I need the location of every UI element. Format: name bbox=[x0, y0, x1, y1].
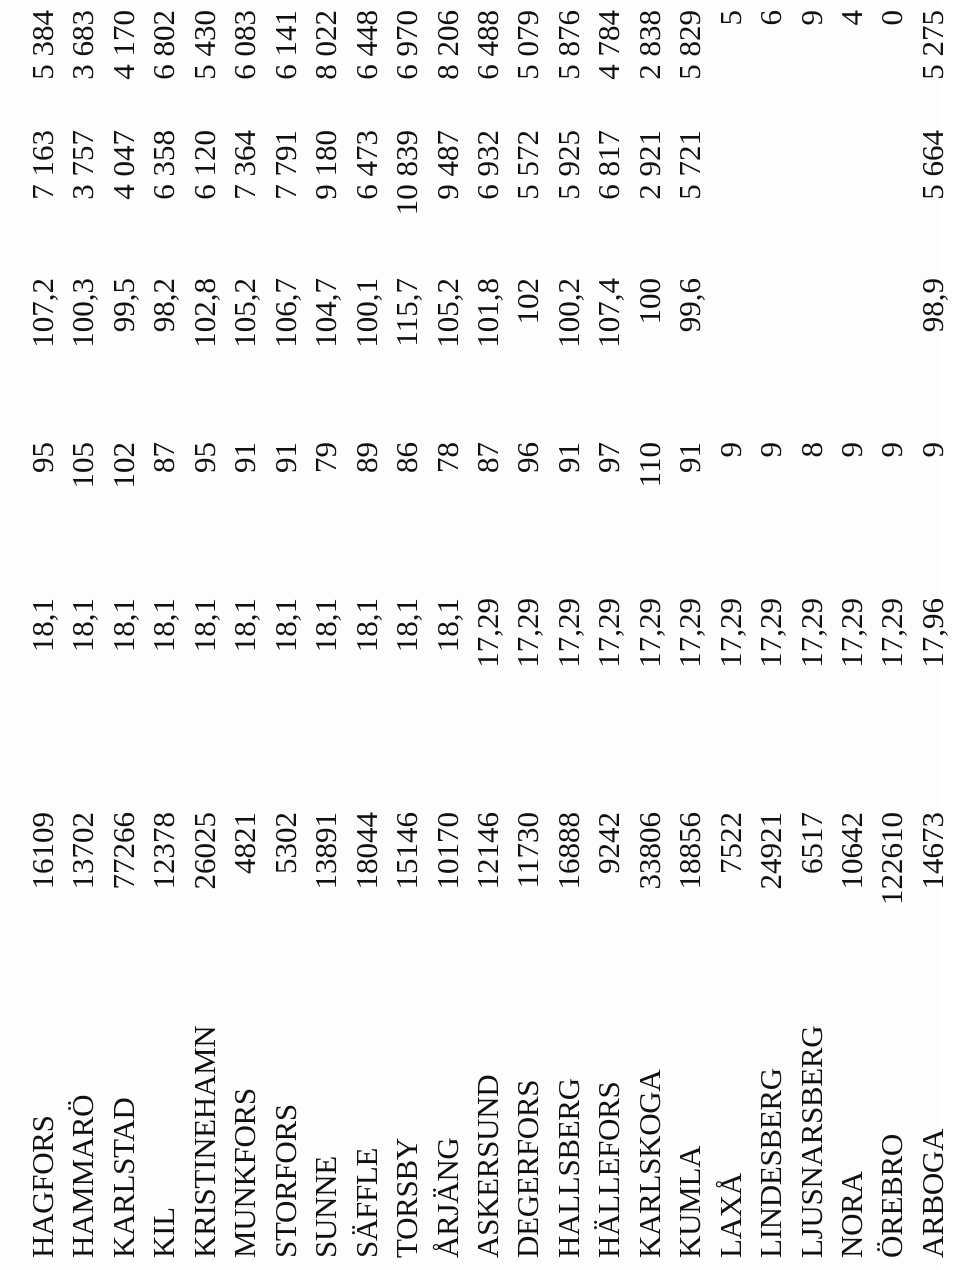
tax-rate-value: 17,29 bbox=[550, 598, 586, 668]
population-value: 7522 bbox=[712, 812, 748, 874]
amount-a-value: 2 921 bbox=[631, 130, 667, 200]
index-value: 91 bbox=[550, 442, 586, 473]
amount-b-value: 5 275 bbox=[914, 10, 950, 80]
table-row bbox=[266, 0, 306, 1270]
municipality-name: ÅRJÄNG bbox=[429, 1137, 465, 1258]
amount-a-value: 6 358 bbox=[146, 130, 182, 200]
percent-value: 99,6 bbox=[672, 278, 708, 333]
amount-b-value: 5 430 bbox=[186, 10, 222, 80]
amount-a-value: 5 925 bbox=[550, 130, 586, 200]
amount-b-value: 3 683 bbox=[65, 10, 101, 80]
amount-a-value: 7 791 bbox=[267, 130, 303, 200]
index-value: 95 bbox=[25, 442, 60, 473]
table-row bbox=[63, 0, 103, 1270]
percent-value: 107,4 bbox=[591, 278, 627, 348]
amount-a-value: 3 757 bbox=[65, 130, 101, 200]
table-row bbox=[428, 0, 468, 1270]
amount-b-value: 5 829 bbox=[672, 10, 708, 80]
amount-b-value: 5 079 bbox=[510, 10, 546, 80]
population-value: 11730 bbox=[510, 812, 546, 889]
amount-a-value bbox=[751, 130, 791, 230]
table-row bbox=[104, 0, 144, 1270]
table-row bbox=[347, 0, 387, 1270]
index-value: 8 bbox=[793, 442, 829, 458]
table-row bbox=[872, 0, 912, 1270]
amount-b-value: 4 784 bbox=[591, 10, 627, 80]
amount-b-value: 4 bbox=[834, 10, 869, 26]
population-value: 14673 bbox=[914, 812, 950, 890]
population-value: 13891 bbox=[308, 812, 344, 890]
percent-value: 105,2 bbox=[227, 278, 263, 348]
amount-a-value: 7 163 bbox=[25, 130, 60, 200]
population-value: 24921 bbox=[753, 812, 789, 890]
percent-value: 100,1 bbox=[348, 278, 384, 348]
population-value: 13702 bbox=[65, 812, 101, 890]
population-value: 122610 bbox=[874, 812, 910, 905]
population-value: 10642 bbox=[834, 812, 869, 890]
table-row bbox=[670, 0, 710, 1270]
percent-value bbox=[832, 278, 872, 430]
amount-a-value: 5 572 bbox=[510, 130, 546, 200]
percent-value: 115,7 bbox=[389, 278, 425, 347]
tax-rate-value: 17,96 bbox=[914, 598, 950, 668]
tax-rate-value: 18,1 bbox=[429, 598, 465, 653]
index-value: 86 bbox=[389, 442, 425, 473]
population-value: 18044 bbox=[348, 812, 384, 890]
index-value: 87 bbox=[146, 442, 182, 473]
municipality-name: HAMMARÖ bbox=[65, 1094, 101, 1258]
index-value: 91 bbox=[672, 442, 708, 473]
index-value: 9 bbox=[753, 442, 789, 458]
table-row bbox=[792, 0, 832, 1270]
amount-a-value bbox=[711, 130, 751, 230]
table-row bbox=[913, 0, 953, 1270]
municipality-name: HÄLLEFORS bbox=[591, 1081, 627, 1258]
amount-a-value bbox=[872, 130, 912, 230]
population-value: 26025 bbox=[186, 812, 222, 890]
tax-rate-value: 18,1 bbox=[308, 598, 344, 653]
municipality-name: STORFORS bbox=[267, 1104, 303, 1258]
population-value: 4821 bbox=[227, 812, 263, 874]
tax-rate-value: 17,29 bbox=[631, 598, 667, 668]
municipality-name: KARLSTAD bbox=[105, 1097, 141, 1258]
tax-rate-value: 18,1 bbox=[105, 598, 141, 653]
amount-b-value: 2 838 bbox=[631, 10, 667, 80]
table-row bbox=[306, 0, 346, 1270]
amount-a-value: 5 721 bbox=[672, 130, 708, 200]
population-value: 6517 bbox=[793, 812, 829, 874]
tax-rate-value: 17,29 bbox=[834, 598, 869, 668]
amount-a-value: 10 839 bbox=[389, 130, 425, 216]
percent-value: 106,7 bbox=[267, 278, 303, 348]
amount-a-value: 6 932 bbox=[469, 130, 505, 200]
percent-value: 101,8 bbox=[469, 278, 505, 348]
population-value: 33806 bbox=[631, 812, 667, 890]
index-value: 97 bbox=[591, 442, 627, 473]
population-value: 16109 bbox=[25, 812, 60, 890]
tax-rate-value: 17,29 bbox=[469, 598, 505, 668]
tax-rate-value: 18,1 bbox=[146, 598, 182, 653]
percent-value: 102,8 bbox=[186, 278, 222, 348]
municipality-name: KRISTINEHAMN bbox=[186, 1025, 222, 1258]
population-value: 15146 bbox=[389, 812, 425, 890]
table-row bbox=[832, 0, 872, 1270]
percent-value: 100,3 bbox=[65, 278, 101, 348]
index-value: 102 bbox=[105, 442, 141, 489]
index-value: 91 bbox=[227, 442, 263, 473]
amount-a-value bbox=[832, 130, 872, 230]
municipality-name: MUNKFORS bbox=[227, 1088, 263, 1258]
amount-a-value bbox=[792, 130, 832, 230]
tax-rate-value: 18,1 bbox=[389, 598, 425, 653]
amount-b-value: 6 141 bbox=[267, 10, 303, 80]
amount-b-value: 8 022 bbox=[308, 10, 344, 80]
percent-value bbox=[751, 278, 791, 430]
amount-a-value: 9 180 bbox=[308, 130, 344, 200]
percent-value: 102 bbox=[510, 278, 546, 325]
municipality-name: SUNNE bbox=[308, 1156, 344, 1258]
amount-b-value: 9 bbox=[793, 10, 829, 26]
table-row bbox=[711, 0, 751, 1270]
municipality-name: LJUSNARSBERG bbox=[793, 1025, 829, 1258]
amount-b-value: 6 bbox=[753, 10, 789, 26]
percent-value bbox=[792, 278, 832, 430]
tax-rate-value: 18,1 bbox=[186, 598, 222, 653]
index-value: 87 bbox=[469, 442, 505, 473]
table-row bbox=[549, 0, 589, 1270]
tax-rate-value: 17,29 bbox=[753, 598, 789, 668]
tax-rate-value: 18,1 bbox=[227, 598, 263, 653]
municipality-name: ASKERSUND bbox=[469, 1074, 505, 1258]
percent-value: 100 bbox=[631, 278, 667, 325]
municipality-name: HAGFORS bbox=[25, 1115, 60, 1258]
table-row bbox=[468, 0, 508, 1270]
tax-rate-value: 18,1 bbox=[25, 598, 60, 653]
table-row bbox=[630, 0, 670, 1270]
amount-b-value: 4 170 bbox=[105, 10, 141, 80]
municipality-name: KARLSKOGA bbox=[631, 1069, 667, 1258]
population-value: 18856 bbox=[672, 812, 708, 890]
amount-b-value: 6 083 bbox=[227, 10, 263, 80]
population-value: 12146 bbox=[469, 812, 505, 890]
population-value: 12378 bbox=[146, 812, 182, 890]
percent-value bbox=[872, 278, 912, 430]
index-value: 79 bbox=[308, 442, 344, 473]
index-value: 95 bbox=[186, 442, 222, 473]
tax-rate-value: 17,29 bbox=[712, 598, 748, 668]
municipality-name: SÄFFLE bbox=[348, 1147, 384, 1258]
table-row bbox=[185, 0, 225, 1270]
index-value: 9 bbox=[712, 442, 748, 458]
table-row bbox=[751, 0, 791, 1270]
percent-value: 100,2 bbox=[550, 278, 586, 348]
tax-rate-value: 17,29 bbox=[793, 598, 829, 668]
municipality-name: KIL bbox=[146, 1207, 182, 1258]
municipality-name: HALLSBERG bbox=[550, 1078, 586, 1258]
amount-a-value: 7 364 bbox=[227, 130, 263, 200]
amount-b-value: 5 876 bbox=[550, 10, 586, 80]
population-value: 16888 bbox=[550, 812, 586, 890]
municipality-name: NORA bbox=[834, 1171, 869, 1258]
amount-b-value: 8 206 bbox=[429, 10, 465, 80]
table-row bbox=[23, 0, 63, 1270]
amount-b-value: 0 bbox=[874, 10, 910, 26]
table-row bbox=[144, 0, 184, 1270]
municipality-name: ÖREBRO bbox=[874, 1134, 910, 1258]
index-value: 9 bbox=[914, 442, 950, 458]
tax-rate-value: 17,29 bbox=[874, 598, 910, 668]
amount-b-value: 6 448 bbox=[348, 10, 384, 80]
municipality-name: KUMLA bbox=[672, 1145, 708, 1258]
population-value: 9242 bbox=[591, 812, 627, 874]
population-value: 10170 bbox=[429, 812, 465, 890]
tax-rate-value: 18,1 bbox=[267, 598, 303, 653]
municipality-name: LINDESBERG bbox=[753, 1068, 789, 1258]
amount-b-value: 5 384 bbox=[25, 10, 60, 80]
amount-a-value: 9 487 bbox=[429, 130, 465, 200]
amount-b-value: 6 802 bbox=[146, 10, 182, 80]
percent-value: 99,5 bbox=[105, 278, 141, 333]
index-value: 9 bbox=[874, 442, 910, 458]
table-row bbox=[589, 0, 629, 1270]
percent-value: 98,9 bbox=[914, 278, 950, 333]
tax-rate-value: 17,29 bbox=[510, 598, 546, 668]
percent-value bbox=[711, 278, 751, 430]
percent-value: 98,2 bbox=[146, 278, 182, 333]
index-value: 78 bbox=[429, 442, 465, 473]
percent-value: 105,2 bbox=[429, 278, 465, 348]
index-value: 96 bbox=[510, 442, 546, 473]
index-value: 105 bbox=[65, 442, 101, 489]
amount-a-value: 5 664 bbox=[914, 130, 950, 200]
population-value: 77266 bbox=[105, 812, 141, 890]
population-value: 5302 bbox=[267, 812, 303, 874]
tax-rate-value: 17,29 bbox=[591, 598, 627, 668]
index-value: 9 bbox=[834, 442, 869, 458]
percent-value: 104,7 bbox=[308, 278, 344, 348]
amount-a-value: 4 047 bbox=[105, 130, 141, 200]
table-row bbox=[387, 0, 427, 1270]
amount-a-value: 6 817 bbox=[591, 130, 627, 200]
municipality-name: ARBOGA bbox=[914, 1128, 950, 1258]
index-value: 89 bbox=[348, 442, 384, 473]
index-value: 91 bbox=[267, 442, 303, 473]
tax-rate-value: 18,1 bbox=[65, 598, 101, 653]
index-value: 110 bbox=[631, 442, 667, 488]
tax-rate-value: 17,29 bbox=[672, 598, 708, 668]
amount-a-value: 6 473 bbox=[348, 130, 384, 200]
municipality-name: TORSBY bbox=[389, 1138, 425, 1258]
table-row bbox=[225, 0, 265, 1270]
table-row bbox=[508, 0, 548, 1270]
municipality-name: LAXÅ bbox=[712, 1173, 748, 1258]
municipality-name: DEGERFORS bbox=[510, 1079, 546, 1258]
amount-b-value: 5 bbox=[712, 10, 748, 26]
amount-a-value: 6 120 bbox=[186, 130, 222, 200]
percent-value: 107,2 bbox=[25, 278, 60, 348]
tax-rate-value: 18,1 bbox=[348, 598, 384, 653]
amount-b-value: 6 970 bbox=[389, 10, 425, 80]
amount-b-value: 6 488 bbox=[469, 10, 505, 80]
